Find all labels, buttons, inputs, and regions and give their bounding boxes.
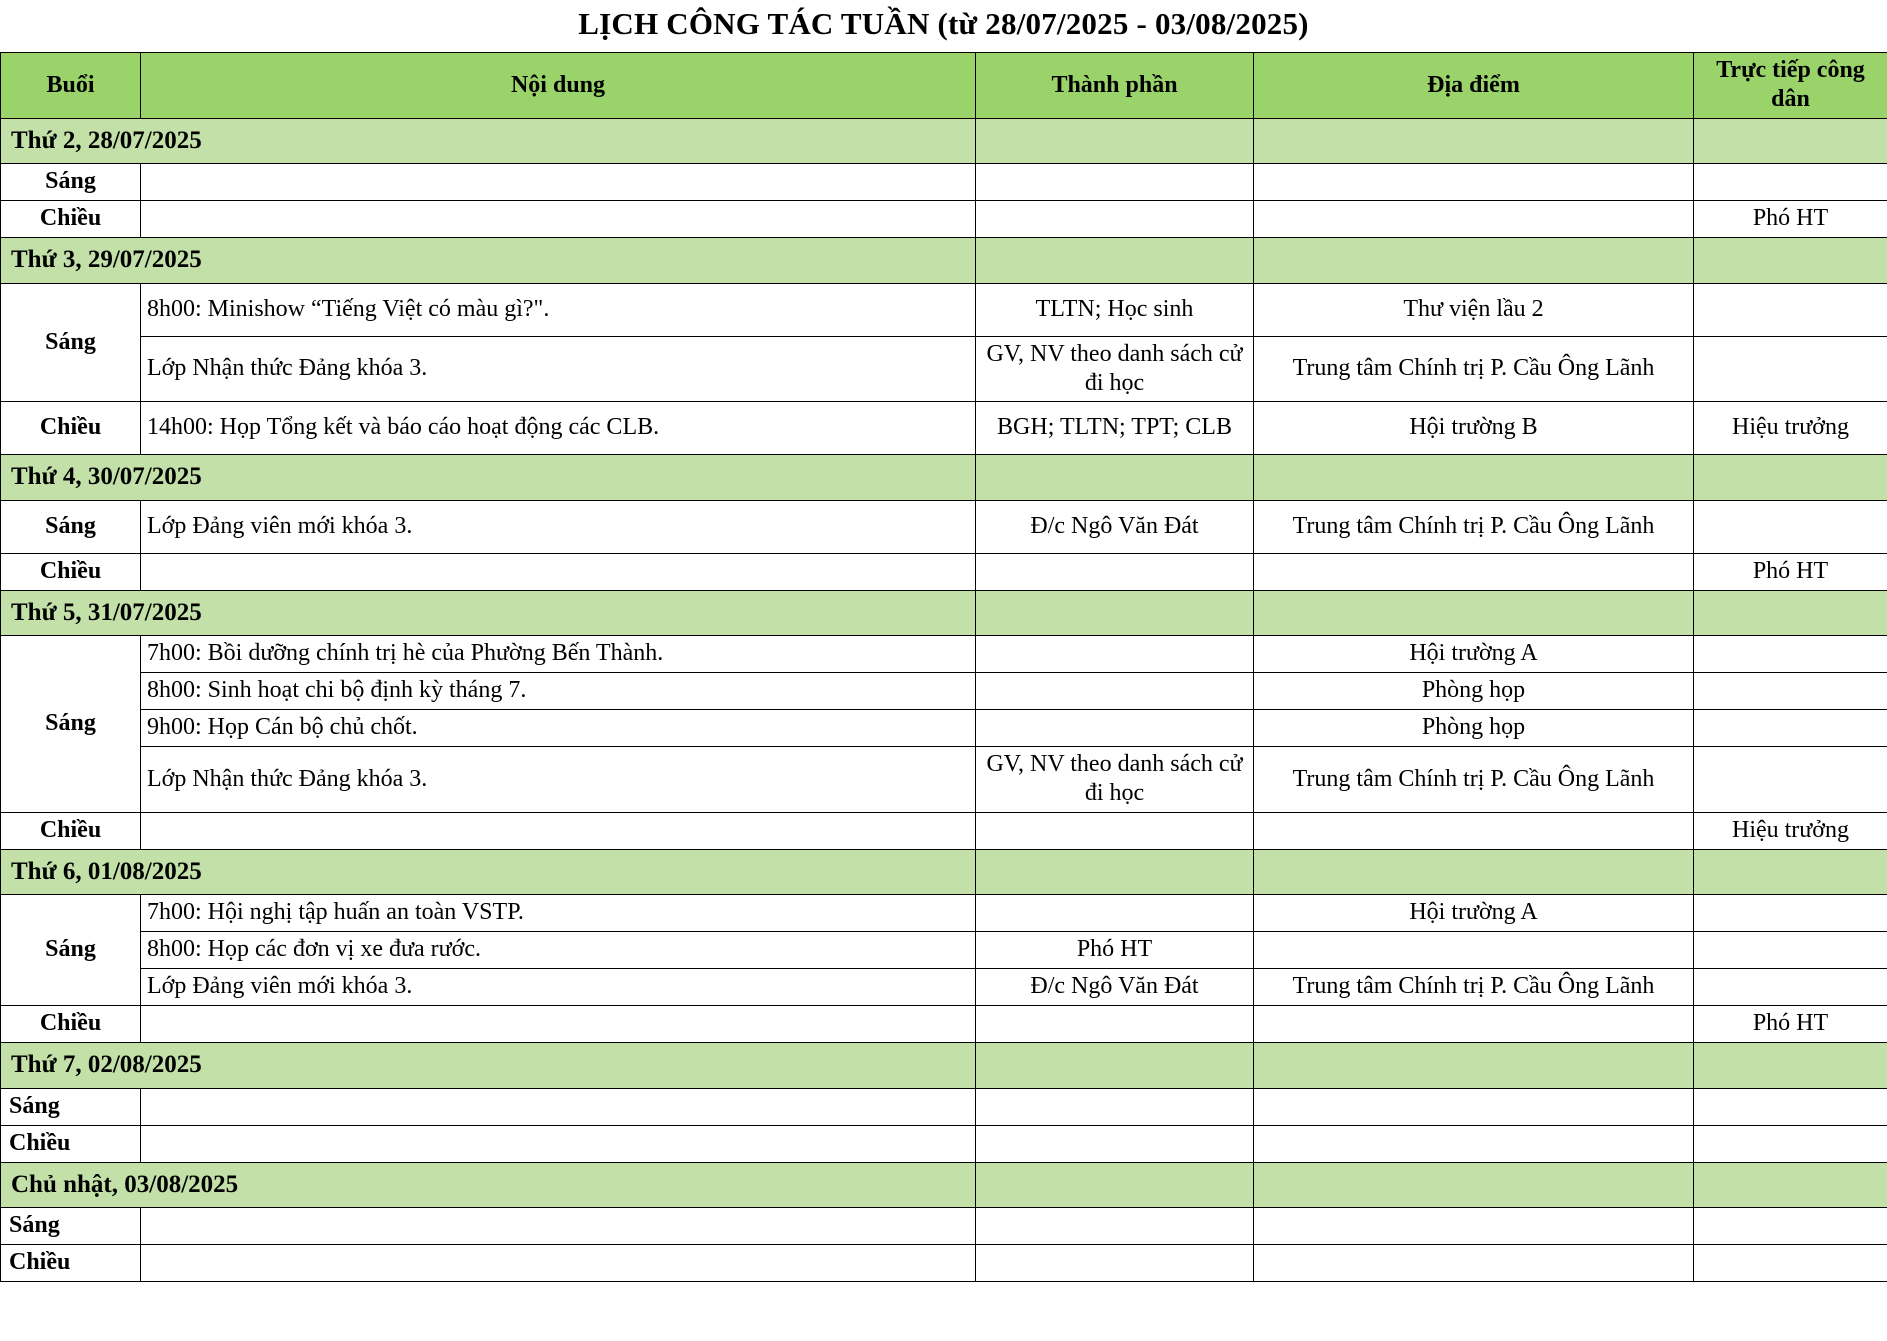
participants-cell [976, 1245, 1254, 1282]
day-filler-thanhphan [976, 1162, 1254, 1208]
session-label: Chiều [1, 201, 141, 238]
content-cell [141, 1006, 976, 1043]
day-filler-thanhphan [976, 590, 1254, 636]
participants-cell [976, 673, 1254, 710]
table-row [1, 673, 1887, 710]
duty-cell [1694, 747, 1887, 813]
location-cell: Hội trường B [1254, 402, 1694, 455]
day-header-row [1, 118, 1887, 164]
participants-cell [976, 164, 1254, 201]
location-cell: Trung tâm Chính trị P. Cầu Ông Lãnh [1254, 747, 1694, 813]
table-row [1, 1006, 1887, 1043]
session-label: Chiều [1, 1125, 141, 1162]
page-title: LỊCH CÔNG TÁC TUẦN (từ 28/07/2025 - 03/08/2025) [578, 6, 1309, 41]
content-cell [141, 201, 976, 238]
duty-cell [1694, 283, 1887, 336]
table-row [1, 553, 1887, 590]
duty-cell [1694, 164, 1887, 201]
day-filler-tructiep [1694, 1162, 1887, 1208]
location-cell: Trung tâm Chính trị P. Cầu Ông Lãnh [1254, 336, 1694, 402]
day-filler-tructiep [1694, 118, 1887, 164]
day-label: Thứ 5, 31/07/2025 [1, 590, 976, 636]
day-header-row [1, 849, 1887, 895]
content-cell: 8h00: Sinh hoạt chi bộ định kỳ tháng 7. [141, 673, 976, 710]
weekly-schedule-table [0, 52, 1887, 1282]
duty-cell [1694, 895, 1887, 932]
location-cell: Trung tâm Chính trị P. Cầu Ông Lãnh [1254, 500, 1694, 553]
session-label: Sáng [1, 164, 141, 201]
participants-cell: BGH; TLTN; TPT; CLB [976, 402, 1254, 455]
table-body [1, 118, 1887, 1282]
session-label: Chiều [1, 553, 141, 590]
participants-cell [976, 553, 1254, 590]
session-label: Sáng [1, 636, 141, 813]
day-header-row [1, 1043, 1887, 1089]
day-label: Thứ 3, 29/07/2025 [1, 238, 976, 284]
duty-cell [1694, 636, 1887, 673]
duty-cell [1694, 932, 1887, 969]
day-label: Thứ 2, 28/07/2025 [1, 118, 976, 164]
location-cell [1254, 201, 1694, 238]
table-row [1, 402, 1887, 455]
day-filler-tructiep [1694, 849, 1887, 895]
day-filler-tructiep [1694, 238, 1887, 284]
day-filler-tructiep [1694, 590, 1887, 636]
duty-cell: Hiệu trưởng [1694, 812, 1887, 849]
content-cell: 7h00: Bồi dưỡng chính trị hè của Phường Bến Thành. [141, 636, 976, 673]
participants-cell [976, 636, 1254, 673]
session-label: Sáng [1, 500, 141, 553]
content-cell: Lớp Nhận thức Đảng khóa 3. [141, 336, 976, 402]
session-label: Sáng [1, 1088, 141, 1125]
column-header-noidung: Nội dung [141, 53, 976, 119]
participants-cell [976, 1088, 1254, 1125]
content-cell [141, 1088, 976, 1125]
duty-cell [1694, 710, 1887, 747]
duty-cell [1694, 336, 1887, 402]
duty-cell [1694, 1208, 1887, 1245]
table-row [1, 1208, 1887, 1245]
participants-cell [976, 1006, 1254, 1043]
table-row [1, 164, 1887, 201]
duty-cell [1694, 969, 1887, 1006]
content-cell [141, 1208, 976, 1245]
participants-cell [976, 812, 1254, 849]
content-cell: 9h00: Họp Cán bộ chủ chốt. [141, 710, 976, 747]
day-filler-thanhphan [976, 118, 1254, 164]
table-row [1, 932, 1887, 969]
day-label: Thứ 7, 02/08/2025 [1, 1043, 976, 1089]
day-filler-diadiem [1254, 1043, 1694, 1089]
session-label: Chiều [1, 1006, 141, 1043]
location-cell [1254, 1088, 1694, 1125]
day-filler-diadiem [1254, 849, 1694, 895]
content-cell: 14h00: Họp Tổng kết và báo cáo hoạt động các CLB. [141, 402, 976, 455]
day-filler-tructiep [1694, 455, 1887, 501]
header-row [1, 53, 1887, 119]
location-cell [1254, 1125, 1694, 1162]
content-cell [141, 553, 976, 590]
session-label: Sáng [1, 895, 141, 1006]
content-cell [141, 812, 976, 849]
participants-cell: GV, NV theo danh sách cử đi học [976, 336, 1254, 402]
session-label: Chiều [1, 402, 141, 455]
location-cell [1254, 1006, 1694, 1043]
session-label: Sáng [1, 1208, 141, 1245]
content-cell: Lớp Đảng viên mới khóa 3. [141, 500, 976, 553]
location-cell [1254, 553, 1694, 590]
content-cell: 7h00: Hội nghị tập huấn an toàn VSTP. [141, 895, 976, 932]
participants-cell: Đ/c Ngô Văn Đát [976, 500, 1254, 553]
table-row [1, 1245, 1887, 1282]
column-header-buoi: Buổi [1, 53, 141, 119]
column-header-diadiem: Địa điểm [1254, 53, 1694, 119]
table-row [1, 636, 1887, 673]
content-cell [141, 1125, 976, 1162]
participants-cell [976, 1125, 1254, 1162]
table-row [1, 500, 1887, 553]
content-cell: Lớp Đảng viên mới khóa 3. [141, 969, 976, 1006]
day-label: Thứ 4, 30/07/2025 [1, 455, 976, 501]
day-filler-thanhphan [976, 455, 1254, 501]
location-cell [1254, 1208, 1694, 1245]
duty-cell: Phó HT [1694, 201, 1887, 238]
participants-cell: Đ/c Ngô Văn Đát [976, 969, 1254, 1006]
location-cell [1254, 812, 1694, 849]
day-label: Thứ 6, 01/08/2025 [1, 849, 976, 895]
participants-cell [976, 201, 1254, 238]
duty-cell [1694, 1088, 1887, 1125]
day-filler-thanhphan [976, 238, 1254, 284]
location-cell: Hội trường A [1254, 895, 1694, 932]
session-label: Chiều [1, 812, 141, 849]
participants-cell: TLTN; Học sinh [976, 283, 1254, 336]
table-row [1, 895, 1887, 932]
day-filler-thanhphan [976, 1043, 1254, 1089]
table-row [1, 710, 1887, 747]
day-header-row [1, 590, 1887, 636]
duty-cell: Phó HT [1694, 553, 1887, 590]
duty-cell [1694, 500, 1887, 553]
session-label: Chiều [1, 1245, 141, 1282]
duty-cell [1694, 1245, 1887, 1282]
day-filler-diadiem [1254, 1162, 1694, 1208]
table-header [1, 53, 1887, 119]
location-cell: Hội trường A [1254, 636, 1694, 673]
day-header-row [1, 1162, 1887, 1208]
table-row [1, 201, 1887, 238]
participants-cell: GV, NV theo danh sách cử đi học [976, 747, 1254, 813]
column-header-tructiep: Trực tiếp công dân [1694, 53, 1887, 119]
table-row [1, 969, 1887, 1006]
session-label: Sáng [1, 283, 141, 402]
day-header-row [1, 238, 1887, 284]
day-label: Chủ nhật, 03/08/2025 [1, 1162, 976, 1208]
day-header-row [1, 455, 1887, 501]
table-row [1, 336, 1887, 402]
table-row [1, 1125, 1887, 1162]
table-row [1, 283, 1887, 336]
day-filler-diadiem [1254, 118, 1694, 164]
participants-cell [976, 710, 1254, 747]
day-filler-diadiem [1254, 238, 1694, 284]
table-row [1, 812, 1887, 849]
location-cell [1254, 932, 1694, 969]
table-row [1, 747, 1887, 813]
duty-cell [1694, 1125, 1887, 1162]
content-cell [141, 1245, 976, 1282]
day-filler-thanhphan [976, 849, 1254, 895]
participants-cell: Phó HT [976, 932, 1254, 969]
content-cell [141, 164, 976, 201]
column-header-thanhphan: Thành phần [976, 53, 1254, 119]
duty-cell: Hiệu trưởng [1694, 402, 1887, 455]
location-cell: Trung tâm Chính trị P. Cầu Ông Lãnh [1254, 969, 1694, 1006]
day-filler-diadiem [1254, 590, 1694, 636]
day-filler-diadiem [1254, 455, 1694, 501]
location-cell: Thư viện lầu 2 [1254, 283, 1694, 336]
duty-cell [1694, 673, 1887, 710]
location-cell: Phòng họp [1254, 673, 1694, 710]
content-cell: Lớp Nhận thức Đảng khóa 3. [141, 747, 976, 813]
day-filler-tructiep [1694, 1043, 1887, 1089]
content-cell: 8h00: Họp các đơn vị xe đưa rước. [141, 932, 976, 969]
location-cell: Phòng họp [1254, 710, 1694, 747]
table-row [1, 1088, 1887, 1125]
participants-cell [976, 895, 1254, 932]
location-cell [1254, 1245, 1694, 1282]
location-cell [1254, 164, 1694, 201]
content-cell: 8h00: Minishow “Tiếng Việt có màu gì?". [141, 283, 976, 336]
participants-cell [976, 1208, 1254, 1245]
duty-cell: Phó HT [1694, 1006, 1887, 1043]
